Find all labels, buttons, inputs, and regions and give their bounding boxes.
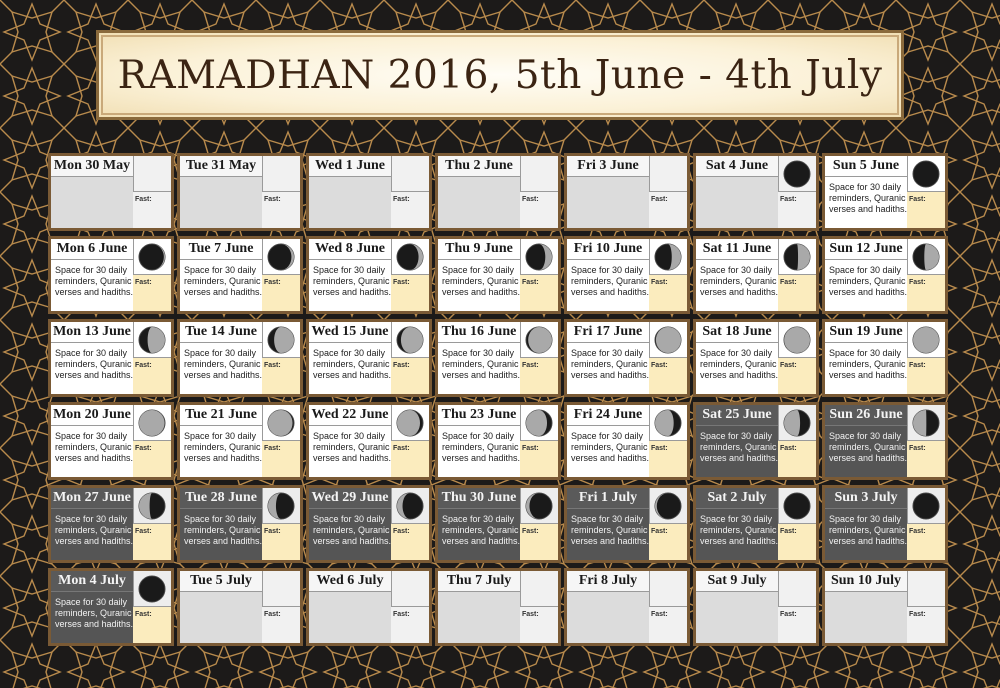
day-label: Mon 6 June <box>51 239 133 260</box>
fast-checkbox-area[interactable] <box>262 440 300 477</box>
day-label: Thu 2 June <box>438 156 520 177</box>
note-text: Space for 30 daily reminders, Quranic verses and hadiths. <box>313 514 392 546</box>
moon-phase-icon <box>395 242 425 272</box>
note-text: Space for 30 daily reminders, Quranic verses and hadiths. <box>571 348 650 380</box>
note-text: Space for 30 daily reminders, Quranic verses and hadiths. <box>55 597 134 629</box>
calendar-day-cell[interactable] <box>48 568 174 646</box>
page-title: RAMADHAN 2016, 5th June - 4th July <box>117 52 883 98</box>
day-label: Mon 27 June <box>51 488 133 509</box>
moon-phase-icon <box>137 325 167 355</box>
note-text: Space for 30 daily reminders, Quranic verses and hadiths. <box>829 265 908 297</box>
moon-box <box>133 571 171 606</box>
calendar-day-cell[interactable] <box>306 568 432 646</box>
moon-phase-icon <box>911 159 941 189</box>
moon-box <box>391 156 429 191</box>
calendar-day-cell[interactable] <box>693 236 819 314</box>
fast-checkbox-area[interactable] <box>649 606 687 643</box>
calendar-day-cell[interactable] <box>177 402 303 480</box>
moon-phase-icon <box>395 491 425 521</box>
calendar-day-cell[interactable] <box>564 153 690 231</box>
calendar-day-cell[interactable] <box>435 319 561 397</box>
day-label: Fri 8 July <box>567 571 649 592</box>
fast-label: Fast: <box>651 611 668 618</box>
day-label: Fri 24 June <box>567 405 649 426</box>
day-label: Wed 22 June <box>309 405 391 426</box>
moon-box <box>778 156 816 191</box>
fast-checkbox-area[interactable] <box>520 440 558 477</box>
moon-box <box>907 571 945 606</box>
fast-checkbox-area[interactable] <box>262 523 300 560</box>
fast-label: Fast: <box>135 279 152 286</box>
fast-label: Fast: <box>522 196 539 203</box>
note-text: Space for 30 daily reminders, Quranic verses and hadiths. <box>442 348 521 380</box>
fast-checkbox-area[interactable] <box>391 606 429 643</box>
fast-checkbox-area[interactable] <box>391 523 429 560</box>
fast-label: Fast: <box>651 279 668 286</box>
fast-label: Fast: <box>522 362 539 369</box>
calendar-day-cell[interactable] <box>177 236 303 314</box>
moon-box <box>391 322 429 357</box>
moon-box <box>649 156 687 191</box>
fast-label: Fast: <box>135 445 152 452</box>
moon-box <box>391 571 429 606</box>
day-label: Sun 10 July <box>825 571 907 592</box>
day-label: Thu 9 June <box>438 239 520 260</box>
day-label: Sat 18 June <box>696 322 778 343</box>
fast-label: Fast: <box>522 279 539 286</box>
fast-label: Fast: <box>135 196 152 203</box>
fast-label: Fast: <box>780 196 797 203</box>
fast-checkbox-area[interactable] <box>133 440 171 477</box>
fast-checkbox-area[interactable] <box>133 606 171 643</box>
fast-label: Fast: <box>393 196 410 203</box>
moon-phase-icon <box>653 325 683 355</box>
fast-label: Fast: <box>264 196 281 203</box>
fast-checkbox-area[interactable] <box>391 440 429 477</box>
fast-label: Fast: <box>135 362 152 369</box>
moon-box <box>262 488 300 523</box>
fast-checkbox-area[interactable] <box>907 191 945 228</box>
fast-label: Fast: <box>393 445 410 452</box>
note-text: Space for 30 daily reminders, Quranic verses and hadiths. <box>829 431 908 463</box>
fast-label: Fast: <box>909 362 926 369</box>
fast-checkbox-area[interactable] <box>133 523 171 560</box>
calendar-day-cell[interactable] <box>177 485 303 563</box>
fast-checkbox-area[interactable] <box>907 606 945 643</box>
fast-label: Fast: <box>651 196 668 203</box>
calendar-day-cell[interactable] <box>564 319 690 397</box>
moon-phase-icon <box>782 491 812 521</box>
moon-phase-icon <box>524 408 554 438</box>
calendar-day-cell[interactable] <box>693 402 819 480</box>
fast-label: Fast: <box>264 445 281 452</box>
fast-label: Fast: <box>522 611 539 618</box>
fast-label: Fast: <box>780 528 797 535</box>
day-label: Sat 4 June <box>696 156 778 177</box>
fast-label: Fast: <box>393 362 410 369</box>
blank-note-area <box>180 177 262 228</box>
moon-box <box>520 322 558 357</box>
moon-phase-icon <box>524 491 554 521</box>
moon-phase-icon <box>266 491 296 521</box>
day-label: Wed 15 June <box>309 322 391 343</box>
fast-label: Fast: <box>780 279 797 286</box>
fast-label: Fast: <box>393 528 410 535</box>
moon-box <box>391 488 429 523</box>
fast-checkbox-area[interactable] <box>907 274 945 311</box>
moon-phase-icon <box>653 408 683 438</box>
calendar-day-cell[interactable] <box>564 568 690 646</box>
blank-note-area <box>696 592 778 643</box>
fast-checkbox-area[interactable] <box>262 191 300 228</box>
fast-checkbox-area[interactable] <box>133 274 171 311</box>
day-label: Fri 3 June <box>567 156 649 177</box>
moon-phase-icon <box>782 242 812 272</box>
calendar-day-cell[interactable] <box>822 236 948 314</box>
note-text: Space for 30 daily reminders, Quranic verses and hadiths. <box>571 265 650 297</box>
day-label: Thu 7 July <box>438 571 520 592</box>
day-label: Mon 20 June <box>51 405 133 426</box>
day-label: Fri 17 June <box>567 322 649 343</box>
moon-box <box>907 322 945 357</box>
calendar-day-cell[interactable] <box>177 319 303 397</box>
day-label: Sat 11 June <box>696 239 778 260</box>
moon-box <box>649 239 687 274</box>
fast-label: Fast: <box>780 362 797 369</box>
moon-phase-icon <box>137 242 167 272</box>
moon-box <box>649 405 687 440</box>
note-text: Space for 30 daily reminders, Quranic verses and hadiths. <box>442 265 521 297</box>
calendar-day-cell[interactable] <box>693 319 819 397</box>
fast-checkbox-area[interactable] <box>520 357 558 394</box>
moon-phase-icon <box>266 242 296 272</box>
calendar-day-cell[interactable] <box>564 485 690 563</box>
day-label: Tue 14 June <box>180 322 262 343</box>
calendar-day-cell[interactable] <box>48 485 174 563</box>
day-label: Fri 1 July <box>567 488 649 509</box>
moon-phase-icon <box>782 159 812 189</box>
fast-checkbox-area[interactable] <box>778 191 816 228</box>
note-text: Space for 30 daily reminders, Quranic verses and hadiths. <box>442 431 521 463</box>
title-banner <box>96 30 904 120</box>
day-label: Wed 6 July <box>309 571 391 592</box>
moon-phase-icon <box>782 325 812 355</box>
calendar-day-cell[interactable] <box>693 485 819 563</box>
fast-label: Fast: <box>909 528 926 535</box>
day-label: Sun 26 June <box>825 405 907 426</box>
moon-box <box>520 571 558 606</box>
fast-checkbox-area[interactable] <box>133 191 171 228</box>
moon-box <box>778 488 816 523</box>
calendar-day-cell[interactable] <box>564 236 690 314</box>
moon-box <box>649 322 687 357</box>
note-text: Space for 30 daily reminders, Quranic verses and hadiths. <box>571 431 650 463</box>
calendar-day-cell[interactable] <box>177 153 303 231</box>
calendar-day-cell[interactable] <box>48 402 174 480</box>
blank-note-area <box>438 177 520 228</box>
moon-box <box>520 488 558 523</box>
moon-phase-icon <box>911 325 941 355</box>
moon-box <box>262 322 300 357</box>
moon-phase-icon <box>137 408 167 438</box>
moon-phase-icon <box>911 242 941 272</box>
calendar-day-cell[interactable] <box>306 485 432 563</box>
calendar-day-cell[interactable] <box>435 485 561 563</box>
note-text: Space for 30 daily reminders, Quranic verses and hadiths. <box>571 514 650 546</box>
fast-checkbox-area[interactable] <box>391 357 429 394</box>
calendar-day-cell[interactable] <box>822 402 948 480</box>
fast-checkbox-area[interactable] <box>778 274 816 311</box>
fast-checkbox-area[interactable] <box>649 357 687 394</box>
fast-checkbox-area[interactable] <box>778 357 816 394</box>
fast-checkbox-area[interactable] <box>262 274 300 311</box>
calendar-day-cell[interactable] <box>693 153 819 231</box>
day-label: Sun 5 June <box>825 156 907 177</box>
moon-phase-icon <box>137 491 167 521</box>
calendar-day-cell[interactable] <box>306 153 432 231</box>
fast-checkbox-area[interactable] <box>262 357 300 394</box>
note-text: Space for 30 daily reminders, Quranic verses and hadiths. <box>55 514 134 546</box>
calendar-day-cell[interactable] <box>435 402 561 480</box>
fast-checkbox-area[interactable] <box>133 357 171 394</box>
fast-label: Fast: <box>135 611 152 618</box>
calendar-day-cell[interactable] <box>306 319 432 397</box>
fast-label: Fast: <box>522 445 539 452</box>
moon-box <box>133 156 171 191</box>
calendar-day-cell[interactable] <box>822 568 948 646</box>
moon-box <box>907 239 945 274</box>
moon-box <box>391 239 429 274</box>
day-label: Wed 1 June <box>309 156 391 177</box>
blank-note-area <box>567 177 649 228</box>
moon-phase-icon <box>911 408 941 438</box>
fast-label: Fast: <box>264 279 281 286</box>
day-label: Sun 19 June <box>825 322 907 343</box>
moon-phase-icon <box>524 325 554 355</box>
blank-note-area <box>567 592 649 643</box>
calendar-day-cell[interactable] <box>693 568 819 646</box>
day-label: Sun 3 July <box>825 488 907 509</box>
moon-box <box>262 405 300 440</box>
note-text: Space for 30 daily reminders, Quranic verses and hadiths. <box>313 265 392 297</box>
calendar-day-cell[interactable] <box>306 236 432 314</box>
note-text: Space for 30 daily reminders, Quranic verses and hadiths. <box>700 348 779 380</box>
blank-note-area <box>825 592 907 643</box>
fast-label: Fast: <box>393 279 410 286</box>
fast-label: Fast: <box>264 362 281 369</box>
moon-phase-icon <box>266 325 296 355</box>
note-text: Space for 30 daily reminders, Quranic verses and hadiths. <box>184 265 263 297</box>
calendar-day-cell[interactable] <box>177 568 303 646</box>
fast-label: Fast: <box>909 196 926 203</box>
fast-checkbox-area[interactable] <box>649 523 687 560</box>
day-label: Sat 9 July <box>696 571 778 592</box>
moon-box <box>778 405 816 440</box>
fast-label: Fast: <box>909 279 926 286</box>
fast-label: Fast: <box>780 445 797 452</box>
calendar-day-cell[interactable] <box>435 568 561 646</box>
fast-checkbox-area[interactable] <box>262 606 300 643</box>
calendar-day-cell[interactable] <box>822 153 948 231</box>
note-text: Space for 30 daily reminders, Quranic verses and hadiths. <box>829 182 908 214</box>
note-text: Space for 30 daily reminders, Quranic verses and hadiths. <box>700 431 779 463</box>
moon-box <box>520 405 558 440</box>
blank-note-area <box>696 177 778 228</box>
fast-label: Fast: <box>780 611 797 618</box>
day-label: Thu 23 June <box>438 405 520 426</box>
moon-box <box>907 405 945 440</box>
fast-label: Fast: <box>651 528 668 535</box>
note-text: Space for 30 daily reminders, Quranic verses and hadiths. <box>442 514 521 546</box>
note-text: Space for 30 daily reminders, Quranic verses and hadiths. <box>829 348 908 380</box>
moon-phase-icon <box>653 491 683 521</box>
calendar-grid <box>48 153 948 646</box>
note-text: Space for 30 daily reminders, Quranic verses and hadiths. <box>184 514 263 546</box>
fast-checkbox-area[interactable] <box>649 274 687 311</box>
calendar-day-cell[interactable] <box>48 319 174 397</box>
moon-phase-icon <box>137 574 167 604</box>
note-text: Space for 30 daily reminders, Quranic verses and hadiths. <box>184 348 263 380</box>
fast-checkbox-area[interactable] <box>778 523 816 560</box>
calendar-day-cell[interactable] <box>564 402 690 480</box>
blank-note-area <box>309 177 391 228</box>
moon-box <box>262 239 300 274</box>
day-label: Tue 31 May <box>180 156 262 177</box>
day-label: Tue 28 June <box>180 488 262 509</box>
moon-box <box>520 239 558 274</box>
day-label: Tue 7 June <box>180 239 262 260</box>
moon-box <box>133 239 171 274</box>
fast-checkbox-area[interactable] <box>391 274 429 311</box>
blank-note-area <box>180 592 262 643</box>
note-text: Space for 30 daily reminders, Quranic verses and hadiths. <box>313 431 392 463</box>
fast-label: Fast: <box>135 528 152 535</box>
note-text: Space for 30 daily reminders, Quranic verses and hadiths. <box>700 265 779 297</box>
moon-phase-icon <box>653 242 683 272</box>
moon-box <box>649 571 687 606</box>
day-label: Thu 16 June <box>438 322 520 343</box>
fast-checkbox-area[interactable] <box>520 523 558 560</box>
moon-phase-icon <box>395 325 425 355</box>
moon-box <box>649 488 687 523</box>
moon-phase-icon <box>524 242 554 272</box>
blank-note-area <box>309 592 391 643</box>
day-label: Wed 8 June <box>309 239 391 260</box>
moon-box <box>133 322 171 357</box>
fast-checkbox-area[interactable] <box>520 606 558 643</box>
calendar-day-cell[interactable] <box>822 485 948 563</box>
blank-note-area <box>438 592 520 643</box>
day-label: Mon 30 May <box>51 156 133 177</box>
note-text: Space for 30 daily reminders, Quranic verses and hadiths. <box>55 431 134 463</box>
day-label: Sat 2 July <box>696 488 778 509</box>
fast-checkbox-area[interactable] <box>520 191 558 228</box>
fast-label: Fast: <box>264 528 281 535</box>
day-label: Sat 25 June <box>696 405 778 426</box>
day-label: Thu 30 June <box>438 488 520 509</box>
day-label: Tue 21 June <box>180 405 262 426</box>
fast-checkbox-area[interactable] <box>907 440 945 477</box>
moon-phase-icon <box>266 408 296 438</box>
note-text: Space for 30 daily reminders, Quranic verses and hadiths. <box>829 514 908 546</box>
fast-checkbox-area[interactable] <box>778 440 816 477</box>
fast-checkbox-area[interactable] <box>391 191 429 228</box>
fast-checkbox-area[interactable] <box>520 274 558 311</box>
day-label: Tue 5 July <box>180 571 262 592</box>
fast-label: Fast: <box>393 611 410 618</box>
fast-checkbox-area[interactable] <box>778 606 816 643</box>
fast-label: Fast: <box>909 611 926 618</box>
moon-phase-icon <box>782 408 812 438</box>
fast-label: Fast: <box>651 445 668 452</box>
calendar-day-cell[interactable] <box>435 153 561 231</box>
moon-box <box>778 571 816 606</box>
moon-box <box>778 322 816 357</box>
fast-checkbox-area[interactable] <box>907 357 945 394</box>
fast-checkbox-area[interactable] <box>649 440 687 477</box>
moon-phase-icon <box>911 491 941 521</box>
calendar-day-cell[interactable] <box>48 236 174 314</box>
moon-box <box>520 156 558 191</box>
moon-phase-icon <box>395 408 425 438</box>
fast-label: Fast: <box>522 528 539 535</box>
fast-label: Fast: <box>651 362 668 369</box>
moon-box <box>907 488 945 523</box>
calendar-day-cell[interactable] <box>48 153 174 231</box>
note-text: Space for 30 daily reminders, Quranic verses and hadiths. <box>55 348 134 380</box>
moon-box <box>262 571 300 606</box>
moon-box <box>133 405 171 440</box>
moon-box <box>391 405 429 440</box>
day-label: Fri 10 June <box>567 239 649 260</box>
calendar-day-cell[interactable] <box>822 319 948 397</box>
day-label: Mon 4 July <box>51 571 133 592</box>
fast-label: Fast: <box>264 611 281 618</box>
note-text: Space for 30 daily reminders, Quranic verses and hadiths. <box>184 431 263 463</box>
day-label: Sun 12 June <box>825 239 907 260</box>
moon-box <box>778 239 816 274</box>
calendar-day-cell[interactable] <box>306 402 432 480</box>
note-text: Space for 30 daily reminders, Quranic verses and hadiths. <box>313 348 392 380</box>
day-label: Wed 29 June <box>309 488 391 509</box>
moon-box <box>133 488 171 523</box>
moon-box <box>262 156 300 191</box>
fast-checkbox-area[interactable] <box>649 191 687 228</box>
fast-checkbox-area[interactable] <box>907 523 945 560</box>
note-text: Space for 30 daily reminders, Quranic verses and hadiths. <box>700 514 779 546</box>
day-label: Mon 13 June <box>51 322 133 343</box>
fast-label: Fast: <box>909 445 926 452</box>
note-text: Space for 30 daily reminders, Quranic verses and hadiths. <box>55 265 134 297</box>
moon-box <box>907 156 945 191</box>
calendar-day-cell[interactable] <box>435 236 561 314</box>
blank-note-area <box>51 177 133 228</box>
